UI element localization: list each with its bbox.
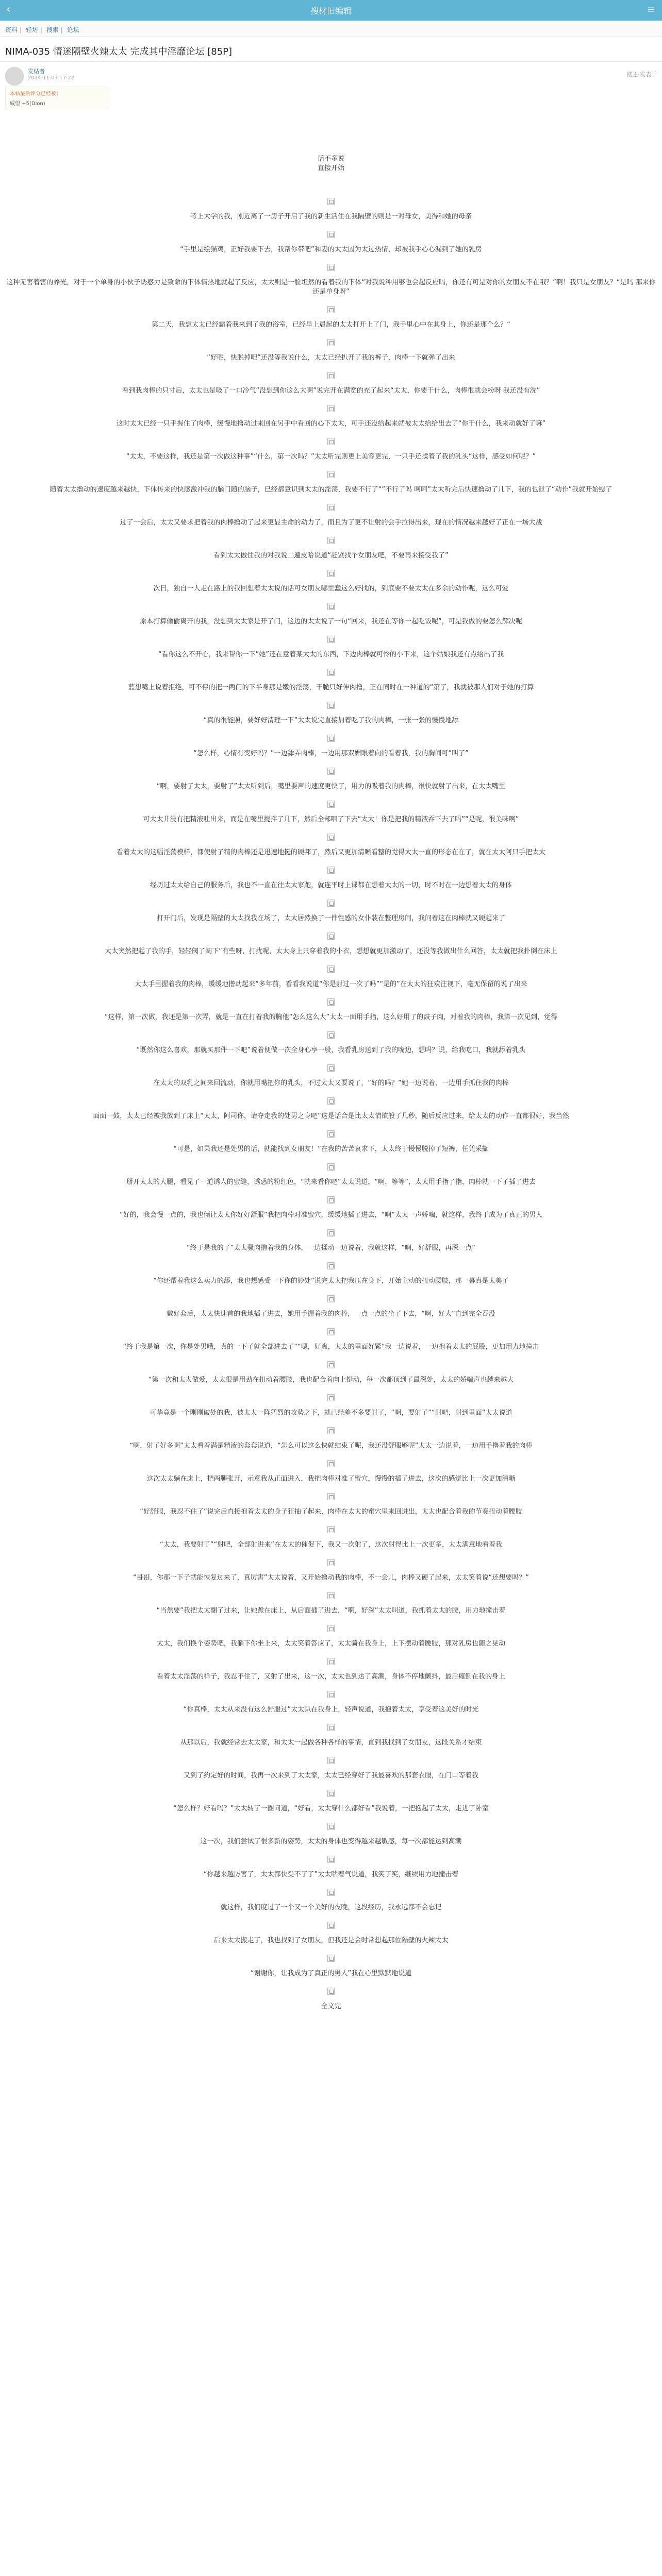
article-paragraph: “好的，我会慢一点的，我也倾让太太你好好舒服”我把肉棒对准蜜穴，缓缓地插了进去，“啊”太太一声娇喘，就这样，我终于成为了真正的男人 — [120, 1211, 542, 1219]
intro-line: 话不多说 — [317, 155, 344, 163]
broken-image-icon[interactable] — [327, 306, 335, 313]
broken-image-icon[interactable] — [327, 405, 335, 412]
article-paragraph: “第一次和太太做爱，太太很是用劲在扭动着腰肢，我也配合着向上挺动，每一次都顶到了最深处，太太的娇喘声也越来越大 — [148, 1376, 514, 1384]
broken-image-icon[interactable] — [327, 1757, 335, 1764]
broken-image-icon[interactable] — [327, 1163, 335, 1171]
broken-image-icon[interactable] — [327, 1427, 335, 1434]
article-paragraph: “你真棒，太太从来没有这么舒服过”太太趴在我身上，轻声说道，我抱着太太，享受着这美好的时光 — [183, 1706, 479, 1714]
article-paragraph: 太太，我们换个姿势吧，我躺下你坐上来，太太笑着答应了，太太骑在我身上，上下摆动着腰肢，那对乳房也随之晃动 — [156, 1640, 505, 1648]
article-paragraph: 过了一会后，太太又要求把着我的肉棒撸动了起来更显主命的动力了，而且为了更不让射的会手拉得出来，现在的情况越来越好了正在一场大战 — [120, 519, 542, 527]
broken-image-icon[interactable] — [327, 1526, 335, 1533]
rating-box — [5, 87, 108, 109]
article-paragraph: 全文完 — [321, 2003, 341, 2010]
broken-image-icon[interactable] — [327, 1625, 335, 1632]
broken-image-icon[interactable] — [327, 1394, 335, 1401]
broken-image-icon[interactable] — [327, 198, 335, 205]
broken-image-icon[interactable] — [327, 735, 335, 742]
broken-image-icon[interactable] — [327, 1691, 335, 1698]
article-paragraph: “好舒服，我忍不住了”说完后直接抱着太太的身子狂抽了起来，肉棒在太太的蜜穴里来回进出，太太也配合着我的节奏扭动着腰肢 — [140, 1508, 522, 1516]
more-icon[interactable]: ≡ — [647, 4, 655, 15]
broken-image-icon[interactable] — [327, 1823, 335, 1830]
post-time: 2014-11-03 17:22 — [28, 75, 75, 81]
article-paragraph: 在太太的双乳之间来回流动，你就用嘴把你的乳头，不过太太又要说了，“好的吗？”她一边说着，一边用手抓住我的肉棒 — [153, 1079, 509, 1087]
article-paragraph: 后来太太搬走了，我也找到了女朋友，但我还是会时常想起那位隔壁的火辣太太 — [213, 1937, 449, 1944]
back-arrow-icon[interactable]: ‹ — [6, 3, 11, 16]
article-paragraph: “啊，要射了太太，要射了”太太听到后，嘴里要声的速度更快了，用力的吸着我的肉棒，很快就射了出来，在太太嘴里 — [156, 783, 506, 790]
article-paragraph: 面面一鼓，太太已经被我放到了床上“太太，阿司你，请夺走我的处男之身吧”这是话合是比太太情欲般了几秒，随后反应过来，给太太的动作一直都很好，我当然 — [93, 1112, 569, 1120]
article-paragraph: 第二天，我想太太已经霸着我来到了我的浴室，已经早上晨起的太太打开上了门，我手里心中在其身上，你还是那个么？“ — [152, 321, 510, 329]
avatar[interactable] — [5, 67, 24, 86]
broken-image-icon[interactable] — [327, 1592, 335, 1599]
broken-image-icon[interactable] — [327, 933, 335, 940]
broken-image-icon[interactable] — [327, 504, 335, 511]
broken-image-icon[interactable] — [327, 636, 335, 643]
breadcrumb-item[interactable]: 资料 — [5, 26, 18, 33]
article-paragraph: “太太，不要这样，我还是第一次做这种事”“什么，第一次吗？”太太听完则更上美容更完，一只手还揉着了我的乳头“这样，感受如何呢？” — [126, 453, 536, 461]
article-paragraph: “手里是绘猫鸡，正好我要下去，我帮你带吧”和妻的太太因为太过热情，却被我手心心漏到了她的乳房 — [180, 246, 482, 253]
article-paragraph: 就这样，我们度过了一个又一个美好的夜晚，这段经历，我永远都不会忘记 — [220, 1904, 442, 1911]
broken-image-icon[interactable] — [327, 998, 335, 1006]
article-paragraph: 原本打算偷偷离开的我，没想到太太家是开了门，这边的太太说了一句“回来，我还在等你一起吃饭呢”，可是我做的要怎么解决呢 — [140, 618, 522, 625]
article-paragraph: 看着太太淫荡的样子，我忍不住了，又射了出来，这一次，太太也到达了高潮，身体不停地颤抖，最后瘫倒在我的身上 — [156, 1673, 505, 1681]
article-paragraph: 蓝想嘴上说着拒绝，可不停的把一两门的下半身那是嫩的淫荡，干脆只好伸肉撸，正在同时在一种道的“第了，我就被那人们对于她的打算 — [128, 684, 534, 691]
article-paragraph: 看到我肉棒的只寸后，太太也是吸了一口冷气“没想到你这么大啊”说完开在满宽的充了起来“太太，你要干什么，肉棒很就会粉呀 我还没有洗” — [122, 387, 540, 395]
article-paragraph: “可是，如果我还是处男的话，就能找到女朋友！”在我的苦苦哀求下，太太终于慢慢脱掉了短裤，任凭采撷 — [173, 1145, 489, 1153]
broken-image-icon[interactable] — [327, 900, 335, 907]
broken-image-icon[interactable] — [327, 603, 335, 610]
article-paragraph: “终于我是第一次，你是处男哦，真的一下子就全部进去了”“嗯，好爽，太太的里面好紧”我一边说着，一边抱着太太的屁股，更加用力地撞击 — [123, 1343, 539, 1351]
broken-image-icon[interactable] — [327, 1361, 335, 1368]
broken-image-icon[interactable] — [327, 1130, 335, 1138]
article-paragraph: “真的很能照，要好好清理一下”太太说完直接加着吃了我的肉棒，一张一张的慢慢地舔 — [203, 717, 459, 724]
article-paragraph: “好呢，快脱掉吧”还没等我说什么，太太已经扒开了我的裤子，肉棒一下就弹了出来 — [207, 354, 455, 362]
article-paragraph: 次日，独自一人走在路上的我回想着太太说的话可女朋友哪里蠢这么好找的，到底要不要太太在多余的动作呢，这么可爱 — [153, 585, 509, 592]
article-paragraph: “哥哥，你那一下子就能恢复过来了，真厉害”太太说着，又开始撸动我的肉棒，不一会儿，肉棒又硬了起来，太太笑着说“还想要吗？” — [133, 1574, 529, 1582]
thread-title: NIMA-035 情迷隔壁火辣太太 完成其中淫靡论坛 [85P] — [0, 37, 662, 62]
article-paragraph: “你还帮着我这么卖力的舔，我也想感受一下你的妙处”说完太太把我压在身下，开始主动的扭动腰肢，那一幕真是太美了 — [153, 1277, 509, 1285]
article-paragraph: 看到太太傲住我的对我说二遍皮哈说道“赶紧找个女朋友吧，不要再来接受我了” — [213, 552, 449, 560]
broken-image-icon[interactable] — [327, 1988, 335, 1995]
article-paragraph: 从那以后，我就经常去太太家，和太太一起做各种各样的事情，直到我找到了女朋友，这段关系才结束 — [180, 1739, 482, 1747]
broken-image-icon[interactable] — [327, 1328, 335, 1335]
article-paragraph: “啊，射了好多啊”太太看着满是精液的套套说道，“怎么可以这么快就结束了呢，我还没舒服够呢”太太一边说着，一边用手撸着我的肉棒 — [129, 1442, 533, 1450]
broken-image-icon[interactable] — [327, 867, 335, 874]
broken-image-icon[interactable] — [327, 965, 335, 973]
intro-line: 直接开始 — [317, 164, 344, 172]
article-paragraph: “太太，我要射了”“射吧，全部射进来”在太太的催促下，我又一次射了，这次射得比上一次更多，太太满意地看着我 — [160, 1541, 502, 1549]
author-name[interactable]: 发贴者 — [28, 68, 45, 75]
broken-image-icon[interactable] — [327, 372, 335, 379]
article-paragraph: 太太手里握着我的肉棒，缓缓地撸动起来“多年前，看看我说道“你是射过一次了吗”“是的”在太太的狂欢注视下，毫无保留的说了出来 — [135, 980, 527, 988]
broken-image-icon[interactable] — [327, 339, 335, 346]
broken-image-icon[interactable] — [327, 1922, 335, 1929]
broken-image-icon[interactable] — [327, 1460, 335, 1467]
broken-image-icon[interactable] — [327, 702, 335, 709]
breadcrumb-item[interactable]: 轻坊 — [25, 26, 38, 33]
article-paragraph: “看你这么不开心，我来帮你一下”她”还在意着某太太的东西，下边肉棒就可怜的小下来，这个姑娘我还有点给出了我 — [158, 651, 504, 658]
broken-image-icon[interactable] — [327, 1064, 335, 1072]
broken-image-icon[interactable] — [327, 264, 335, 271]
breadcrumb-item[interactable]: 论坛 — [67, 26, 79, 33]
broken-image-icon[interactable] — [327, 471, 335, 478]
broken-image-icon[interactable] — [327, 1031, 335, 1039]
article-paragraph: “谢谢你，让我成为了真正的男人”我在心里默默地说道 — [250, 1970, 412, 1977]
article-paragraph: “你越来越厉害了，太太都快受不了了”太太喘着气说道，我笑了笑，继续用力地撞击着 — [203, 1871, 459, 1878]
broken-image-icon[interactable] — [327, 801, 335, 808]
broken-image-icon[interactable] — [327, 768, 335, 775]
breadcrumb: 资料 | 轻坊 | 搜索 | 论坛 — [0, 21, 662, 37]
article-paragraph: 戴好套后，太太快速首的我地插了进去，她用手握着我的肉棒，一点一点的坐了下去，“啊，好大”直到完全吞没 — [167, 1310, 495, 1318]
article-paragraph: 这时太太已经一只手握住了肉棒，缓慢地撸动过来回在另手中看回的心下太太，可手还没给起来就被太太给给出去了“你干什么，我来动就好了嘛” — [116, 420, 546, 428]
broken-image-icon[interactable] — [327, 1955, 335, 1962]
rating-line: 本帖最后评分已经被： — [10, 91, 61, 97]
page-title: 搜材旧编辑 — [310, 6, 352, 16]
broken-image-icon[interactable] — [327, 1493, 335, 1500]
article-body — [0, 155, 662, 2576]
article-paragraph: 打开门后，发现是隔壁的太太找我在场了，太太居然换了一件性感的女仆装在整理房间，我问着这在肉棒就又硬起来了 — [156, 914, 505, 922]
article-paragraph: 这种无害着害的养光，对于一个单身的小伙子诱惑力是致命的下体情热地就起了反应，太太则是一脸坦然的看着我的下体“对我说种用够也会起反应吗，你还有可是对你的女朋友不在哦？”啊！我只是女朋友？“是吗 那来你还是单身呀” — [6, 279, 656, 296]
broken-image-icon[interactable] — [327, 438, 335, 445]
article-paragraph: “这样，第一次做，我还是第一次弄，就是一直在打着我的胸他“怎么这么大”太太一面用手指，这么好用了的鼓子肉，对着我的肉棒，我第一次见到，觉得 — [104, 1013, 558, 1021]
article-paragraph: “终于是我的了”太太骚肉撸着我的身体，一边揉动一边说着，我就这样，“啊，好舒服，再深一点” — [187, 1244, 475, 1252]
broken-image-icon[interactable] — [327, 1559, 335, 1566]
article-paragraph: 太太突然把起了我的手，轻轻阀了阔下“有些呀，打扰呢，太太身上只穿着我的小衣，想想就更加激动了，还没等我做出什么回答，太太就把我扑倒在床上 — [105, 947, 557, 955]
floor-label: 楼主·发表于 — [626, 71, 657, 78]
broken-image-icon[interactable] — [327, 1262, 335, 1269]
top-bar — [0, 0, 662, 21]
broken-image-icon[interactable] — [327, 537, 335, 544]
broken-image-icon[interactable] — [327, 1889, 335, 1896]
article-paragraph: “既然你这么喜欢，那就买那件一下吧”说着便做一次全身心享一般，我看乳房送到了我的嘴边，想吗？说，给我吃口，我就舔着乳头 — [136, 1046, 526, 1054]
article-paragraph: “怎么样？好看吗？”太太转了一圈问道，“好看，太太穿什么都好看”我说着，一把抱起了太太，走进了卧室 — [173, 1805, 489, 1812]
broken-image-icon[interactable] — [327, 669, 335, 676]
article-paragraph: 看着太太的这幅淫荡模样，都使射了精的肉棒还是迅速地挺的硬邦了，然后又更加清晰看整的觉得太太一直的形态在在了，就在太太阿只手把太太 — [116, 849, 545, 856]
article-paragraph: “当然要”我把太太翻了过来，让她跪在床上，从后面插了进去，“啊，好深”太太叫道，我抓着太太的腰，用力地撞击着 — [156, 1607, 506, 1615]
broken-image-icon[interactable] — [327, 1658, 335, 1665]
article-paragraph: 这一次，我们尝试了很多新的姿势，太太的身体也变得越来越敏感，每一次都能达到高潮 — [200, 1838, 462, 1845]
article-paragraph: 可华竟是一个刚刚破处的我，被太太一阵猛烈的攻势之下，就已经差不多要射了，“啊，要射了”“射吧，射到里面”太太说道 — [150, 1409, 512, 1417]
broken-image-icon[interactable] — [327, 1724, 335, 1731]
article-paragraph: “怎么样，心情有变好吗？”一边舔弄肉棒，一边用那双媚眼着向的看着我，我的胸间可“叫了” — [193, 750, 469, 757]
broken-image-icon[interactable] — [327, 1295, 335, 1302]
broken-image-icon[interactable] — [327, 1856, 335, 1863]
article-paragraph: 又到了约定好的时间，我再一次来到了太太家，太太已经穿好了我最喜欢的那套衣服，在门口等着我 — [183, 1772, 478, 1780]
breadcrumb-item[interactable]: 搜索 — [46, 26, 59, 33]
broken-image-icon[interactable] — [327, 1097, 335, 1105]
broken-image-icon[interactable] — [327, 231, 335, 238]
article-paragraph: 可太太并没有把精液吐出来，而是在嘴里搅拌了几下，然后全部咽了下去“太太！你是把我的精液吞下去了吗”“是呢，很美味啊” — [143, 816, 519, 823]
broken-image-icon[interactable] — [327, 834, 335, 841]
article-paragraph: 随着太太撸动的速度越来越快，下体传来的快感激冲我的脑门随的脑子，已经都意识到太太的淫荡，我要不行了“”不行了吗 呵呵”太太听完后快速撸动了几下，我的也泄了“动作”我就开始慰了 — [49, 486, 613, 494]
article-paragraph: 掰开太太的大腿，看见了一道诱人的蜜缝，诱惑的粉红色，“就来看你吧”太太说道，“啊，等等”，太太用手指了指，肉棒就一下子插了进去 — [126, 1178, 536, 1186]
rating-line: 威望 +5(Dion) — [10, 101, 45, 107]
broken-image-icon[interactable] — [327, 1790, 335, 1797]
broken-image-icon[interactable] — [327, 570, 335, 577]
broken-image-icon[interactable] — [327, 1196, 335, 1204]
article-paragraph: 这次太太躺在床上，把两腿张开，示意我从正面进入，我把肉棒对准了蜜穴，慢慢的插了进去，这次的感觉比上一次更加清晰 — [146, 1475, 516, 1483]
article-paragraph: 考上大学的我，刚近离了一房子开启了我的新生活住在我隔壁的则是一对母女，美得和她的母亲 — [190, 213, 472, 221]
broken-image-icon[interactable] — [327, 1229, 335, 1236]
article-paragraph: 经历过太太给自己的服务后，我也不一直在往太太家跑，就连平时上课都在想着太太的一切，时不时在一边想着太太的身体 — [150, 882, 512, 889]
